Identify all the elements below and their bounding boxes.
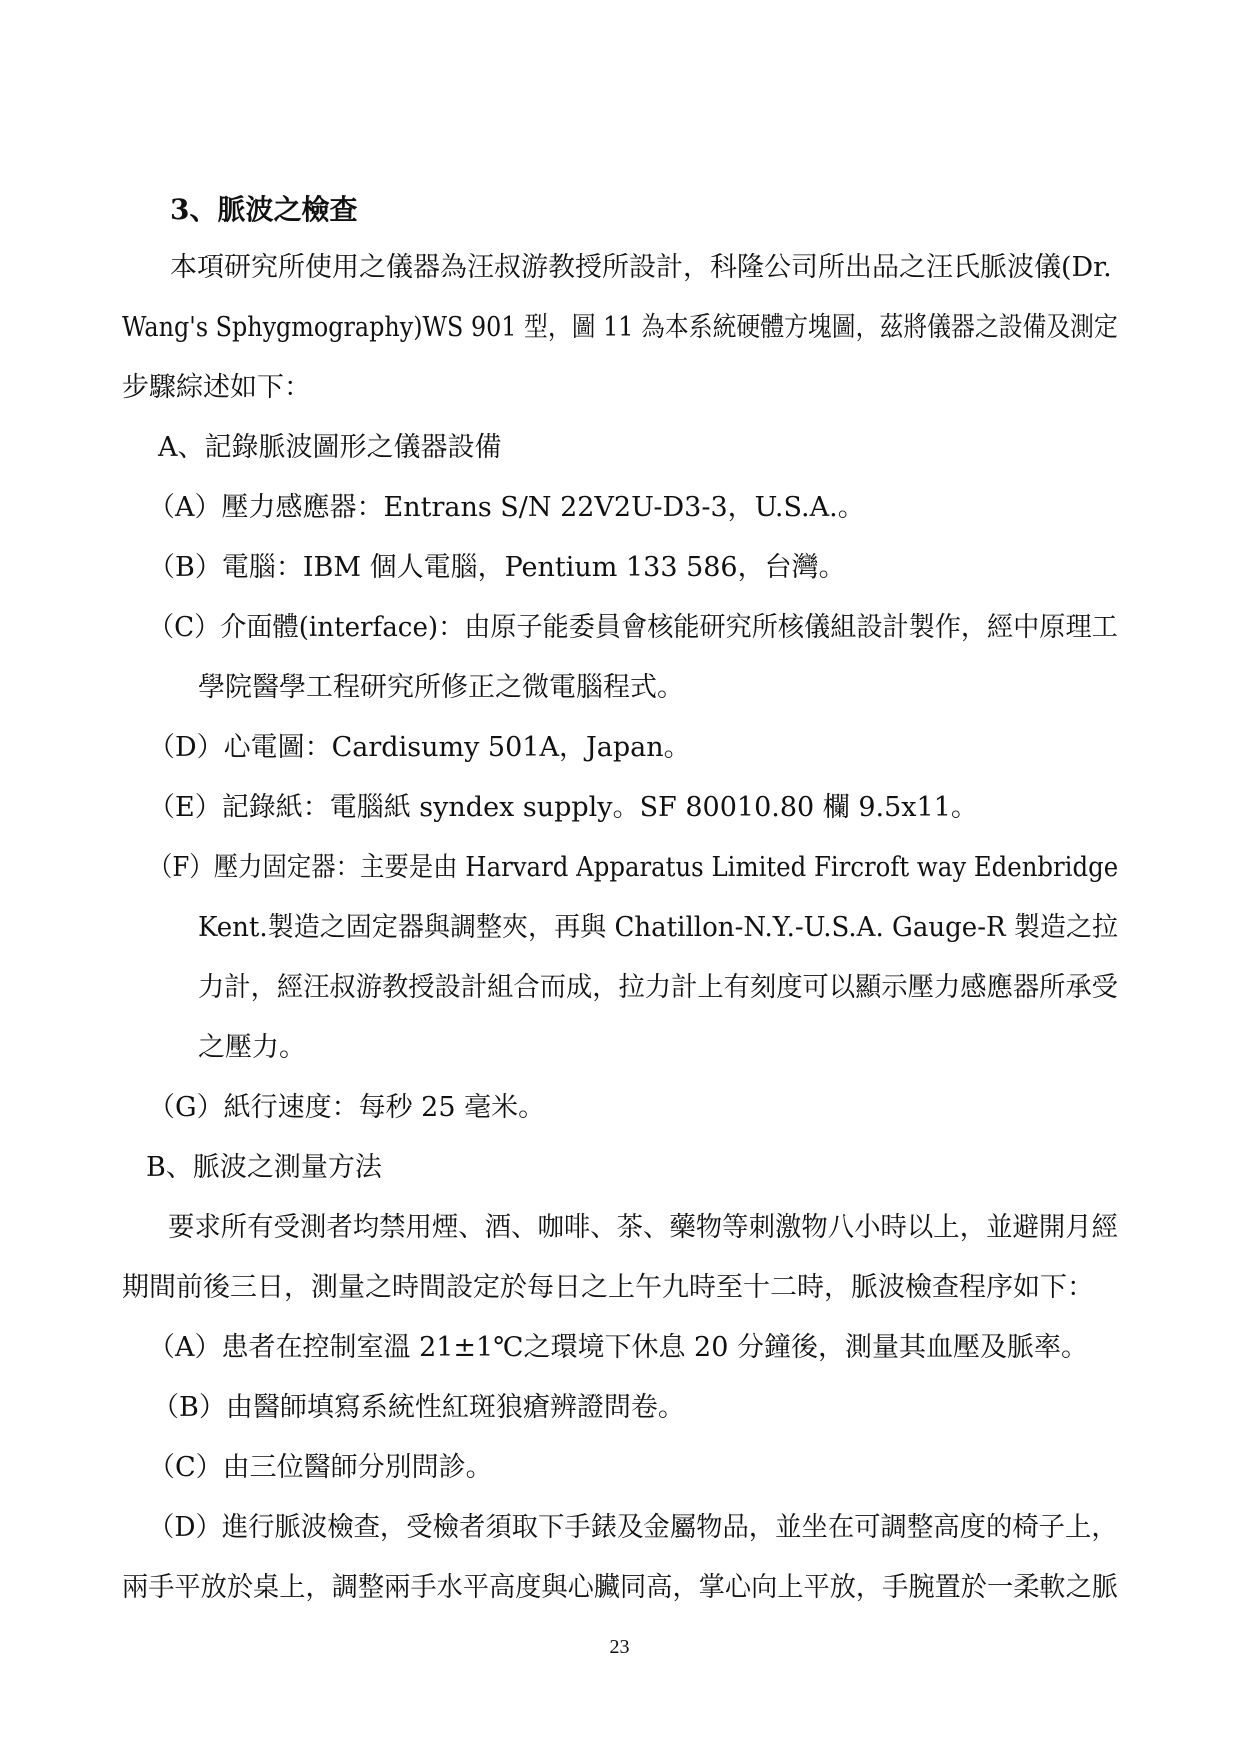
equipment-item-f-cont-3: 之壓力。 (198, 1032, 306, 1063)
part-b-title: B、脈波之測量方法 (146, 1152, 382, 1183)
equipment-item-a: （A）壓力感應器：Entrans S/N 22V2U-D3-3，U.S.A.。 (148, 492, 865, 523)
intro-line-1: 本項研究所使用之儀器為汪叔游教授所設計，科隆公司所出品之汪氏脈波儀(Dr. (170, 252, 1112, 283)
equipment-item-f-cont-2: 力計，經汪叔游教授設計組合而成，拉力計上有刻度可以顯示壓力感應器所承受 (198, 972, 1118, 1003)
equipment-item-e: （E）記錄紙：電腦紙 syndex supply。SF 80010.80 欄 9.5x11。 (148, 792, 978, 823)
procedure-step-d-cont: 兩手平放於桌上，調整兩手水平高度與心臟同高，掌心向上平放，手腕置於一柔軟之脈 (122, 1572, 1119, 1603)
equipment-item-c: （C）介面體(interface)：由原子能委員會核能研究所核儀組設計製作，經中原理工 (148, 612, 1118, 643)
intro-line-3: 步驟綜述如下： (122, 372, 311, 403)
equipment-item-g: （G）紙行速度：每秒 25 毫米。 (148, 1092, 546, 1123)
page-number: 23 (609, 1636, 630, 1658)
equipment-item-f-cont-1: Kent.製造之固定器與調整夾，再與 Chatillon-N.Y.-U.S.A. Gauge-R 製造之拉 (198, 912, 1119, 943)
procedure-step-b: （B）由醫師填寫系統性紅斑狼瘡辨證問卷。 (152, 1392, 685, 1423)
procedure-step-c: （C）由三位醫師分別問診。 (148, 1452, 493, 1483)
part-b-paragraph-line-1: 要求所有受測者均禁用煙、酒、咖啡、茶、藥物等刺激物八小時以上，並避開月經 (168, 1212, 1119, 1243)
part-a-title: A、記錄脈波圖形之儀器設備 (158, 432, 502, 463)
intro-line-2: Wang's Sphygmography)WS 901 型，圖 11 為本系統硬體方塊圖，茲將儀器之設備及測定 (122, 312, 1118, 343)
section-title: 3、脈波之檢查 (170, 193, 358, 226)
equipment-item-b: （B）電腦：IBM 個人電腦，Pentium 133 586，台灣。 (148, 552, 846, 583)
equipment-item-c-cont: 學院醫學工程研究所修正之微電腦程式。 (198, 672, 684, 703)
part-b-paragraph-line-2: 期間前後三日，測量之時間設定於每日之上午九時至十二時，脈波檢查程序如下： (122, 1272, 1094, 1303)
equipment-item-d: （D）心電圖：Cardisumy 501A，Japan。 (148, 732, 691, 763)
equipment-item-f: （F）壓力固定器：主要是由 Harvard Apparatus Limited Fircroft way Edenbridge (148, 852, 1119, 883)
procedure-step-d: （D）進行脈波檢查，受檢者須取下手錶及金屬物品，並坐在可調整高度的椅子上， (148, 1512, 1118, 1543)
procedure-step-a: （A）患者在控制室溫 21±1℃之環境下休息 20 分鐘後，測量其血壓及脈率。 (148, 1332, 1088, 1363)
